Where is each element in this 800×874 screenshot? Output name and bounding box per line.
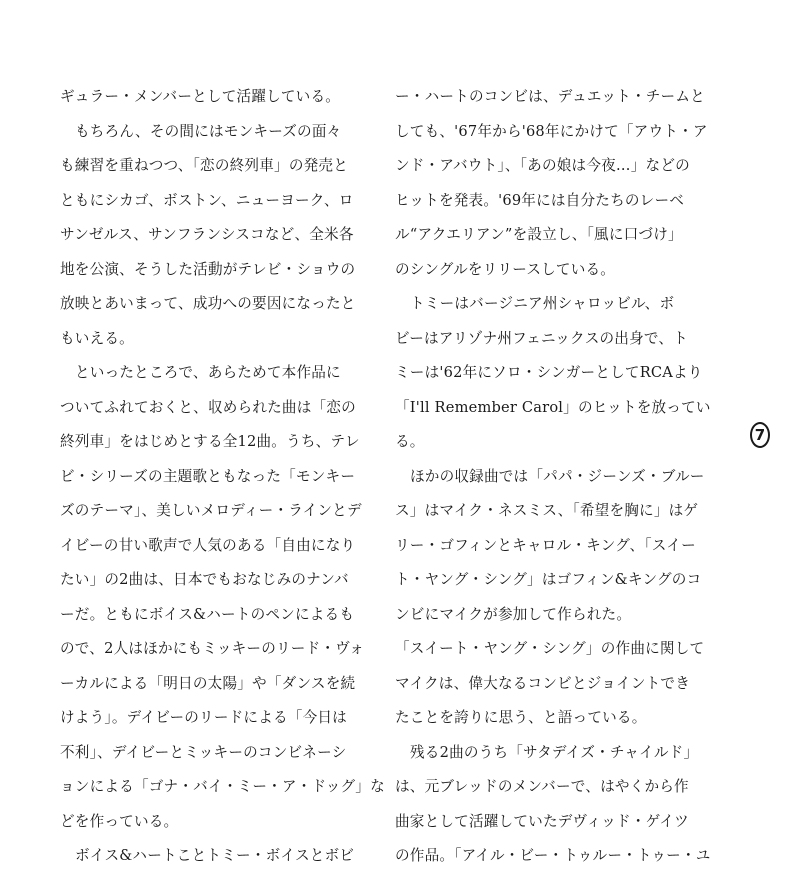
text-line: ズのテーマ」、美しいメロディー・ラインとデ [60, 502, 362, 519]
text-line: は、元ブレッドのメンバーで、はやくから作 [395, 778, 689, 795]
text-line: しても、'67年から'68年にかけて「アウト・ア [395, 122, 708, 140]
text-line: ル“アクエリアン”を設立し、「風に口づけ」 [395, 226, 683, 243]
text-line: けよう」。デイビーのリードによる「今日は [60, 709, 347, 726]
text-line: ョンによる「ゴナ・バイ・ミー・ア・ドッグ」な [60, 778, 385, 795]
text-line: ス」はマイク・ネスミス、「希望を胸に」はゲ [395, 502, 699, 519]
page-number: 7 [754, 425, 766, 444]
text-line: ンド・アバウト」、「あの娘は今夜…」などの [395, 157, 690, 174]
text-line: 「スイート・ヤング・シング」の作曲に関して [395, 640, 705, 657]
text-line: ギュラー・メンバーとして活躍している。 [60, 88, 341, 105]
text-line: ので、2人はほかにもミッキーのリード・ヴォ [60, 640, 365, 657]
text-line: のシングルをリリースしている。 [395, 260, 616, 278]
text-line: ト・ヤング・シング」はゴフィン&キングのコ [395, 571, 702, 588]
text-line: ーだ。ともにボイス&ハートのペンによるも [60, 605, 355, 623]
text-line: ともにシカゴ、ボストン、ニューヨーク、ロ [60, 191, 354, 209]
text-line: 不利」、デイビーとミッキーのコンビネーシ [60, 743, 347, 761]
text-line: の作品。「アイル・ビー・トゥルー・トゥー・ユ [395, 847, 711, 864]
text-line: も練習を重ねつつ、「恋の終列車」の発売と [60, 157, 348, 174]
page-number-badge [750, 422, 770, 448]
text-line: ビーはアリゾナ州フェニックスの出身で、ト [395, 329, 688, 347]
text-line: 地を公演、そうした活動がテレビ・ショウの [60, 260, 356, 278]
text-line: リー・ゴフィンとキャロル・キング、「スイー [395, 536, 696, 554]
text-line: サンゼルス、サンフランシスコなど、全米各 [60, 226, 354, 243]
text-line: ボイス&ハートことトミー・ボイスとボビ [75, 847, 355, 864]
left-text-column [60, 80, 385, 874]
text-line: トミーはバージニア州シャロッビル、ボ [410, 295, 675, 312]
text-line: ンビにマイクが参加して作られた。 [395, 605, 632, 623]
text-line: る。 [395, 433, 425, 450]
text-line: ーカルによる「明日の太陽」や「ダンスを続 [60, 674, 356, 692]
text-line: 残る2曲のうち「サタデイズ・チャイルド」 [410, 743, 699, 761]
text-line: たことを誇りに思う、と語っている。 [395, 709, 647, 726]
text-line: ミーは'62年にソロ・シンガーとしてRCAより [395, 364, 703, 381]
right-text-column [395, 80, 713, 874]
text-line: ビ・シリーズの主題歌ともなった「モンキー [60, 467, 356, 485]
text-line: ついてふれておくと、収められた曲は「恋の [60, 398, 356, 416]
text-line: ヒットを発表。'69年には自分たちのレーベ [395, 191, 685, 209]
text-line: たい」の2曲は、日本でもおなじみのナンバ [60, 571, 349, 588]
text-line: もいえる。 [60, 329, 134, 347]
text-line: どを作っている。 [60, 812, 179, 830]
text-line: マイクは、偉大なるコンビとジョイントでき [395, 674, 691, 692]
text-line: 終列車」をはじめとする全12曲。うち、テレ [60, 433, 360, 450]
text-line: 曲家として活躍していたデヴィッド・ゲイツ [395, 812, 689, 830]
text-line: ほかの収録曲では「パパ・ジーンズ・ブルー [410, 467, 705, 485]
text-line: 放映とあいまって、成功への要因になったと [60, 295, 356, 312]
text-line: イビーの甘い歌声で人気のある「自由になり [60, 536, 356, 554]
text-line: 「I'll Remember Carol」のヒットを放ってい [395, 398, 711, 416]
text-line: ー・ハートのコンビは、デュエット・チームと [395, 88, 705, 105]
text-line: もちろん、その間にはモンキーズの面々 [75, 122, 342, 140]
text-line: といったところで、あらためて本作品に [75, 364, 341, 381]
